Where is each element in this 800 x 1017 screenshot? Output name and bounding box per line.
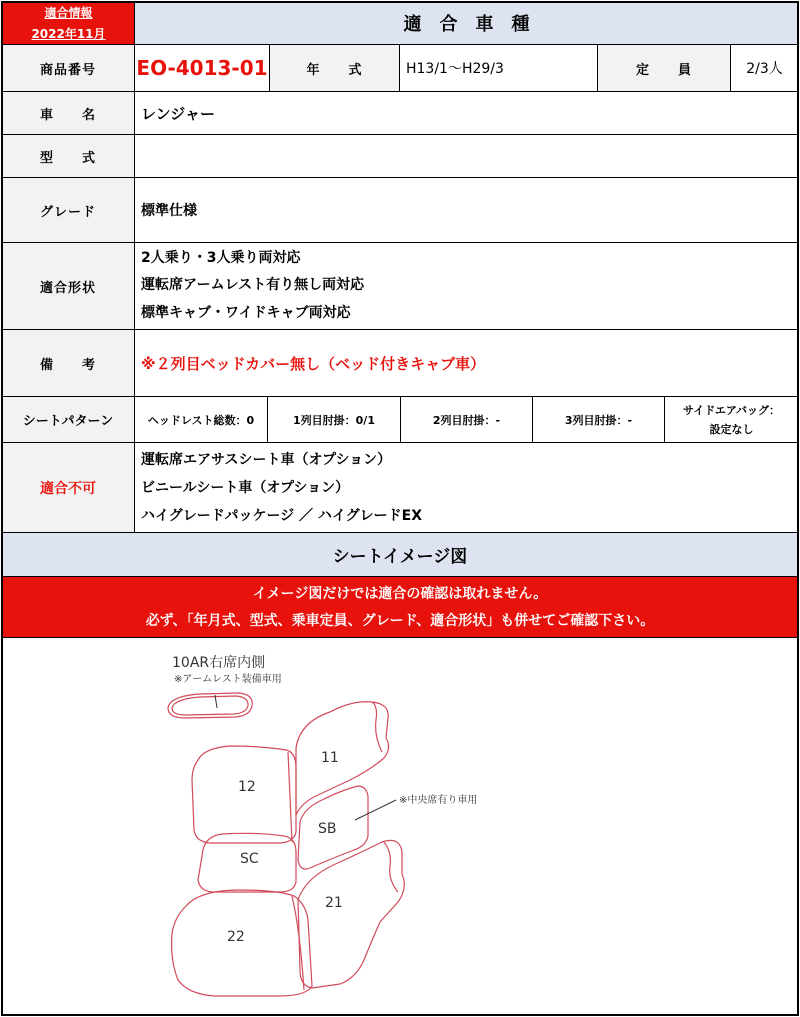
center-note: ※中央席有り車用 xyxy=(399,795,478,806)
row2-armrest: 2列目肘掛：- xyxy=(432,413,501,427)
shape-label: 適合形状 xyxy=(39,280,96,296)
incompatible-label: 適合不可 xyxy=(40,480,96,497)
year-label: 年 式 xyxy=(306,62,363,78)
incompatible-line-2: ビニールシート車（オプション） xyxy=(141,479,350,496)
warning-line-2: 必ず、「年月式、型式、乗車定員、グレード、適合形状」も併せてご確認下さい。 xyxy=(145,613,655,629)
grade-label: グレード xyxy=(39,204,96,220)
armrest-note: ※アームレスト装備車用 xyxy=(174,674,282,685)
badge-date: 2022年11月 xyxy=(31,26,106,41)
year-value: H13/1〜H29/3 xyxy=(406,61,504,77)
incompatible-line-1: 運転席エアサスシート車（オプション） xyxy=(141,451,392,468)
shape-line-2: 運転席アームレスト有り無し両対応 xyxy=(141,277,365,294)
remarks-label: 備 考 xyxy=(39,357,96,373)
grade-value: 標準仕様 xyxy=(141,203,197,219)
warning-line-1: イメージ図だけでは適合の確認は取れません。 xyxy=(252,585,548,602)
label-11: 11 xyxy=(321,750,339,766)
car-name-label: 車 名 xyxy=(39,107,96,123)
shape-line-1: 2人乗り・3人乗り両対応 xyxy=(141,249,301,266)
remarks-value: ※２列目ベッドカバー無し（ベッド付きキャブ車） xyxy=(141,354,486,373)
row1-armrest: 1列目肘掛：0/1 xyxy=(293,413,375,427)
label-22: 22 xyxy=(227,929,245,945)
label-12: 12 xyxy=(238,779,256,795)
side-airbag-label: サイドエアバッグ： xyxy=(683,403,780,417)
page-title: 適 合 車 種 xyxy=(403,14,530,35)
label-sb: SB xyxy=(318,821,337,837)
seat-pattern-label: シートパターン xyxy=(22,414,114,429)
shape-line-3: 標準キャブ・ワイドキャブ両対応 xyxy=(141,304,351,321)
seat-21 xyxy=(298,840,404,988)
armrest-title: 10AR右席内側 xyxy=(172,655,266,671)
incompatible-line-3: ハイグレードパッケージ ／ ハイグレードEX xyxy=(141,507,422,524)
headrest-count: ヘッドレスト総数：0 xyxy=(147,413,255,427)
label-sc: SC xyxy=(240,851,259,867)
model-label: 型 式 xyxy=(39,150,96,166)
image-section-title: シートイメージ図 xyxy=(332,547,468,567)
product-number-value: EO-4013-01 xyxy=(136,56,268,80)
label-21: 21 xyxy=(325,895,343,911)
side-airbag-value: 設定なし xyxy=(709,422,754,436)
car-name-value: レンジャー xyxy=(141,104,215,123)
seat-11 xyxy=(296,702,389,815)
capacity-label: 定 員 xyxy=(635,62,692,78)
row3-armrest: 3列目肘掛：- xyxy=(564,413,633,427)
product-number-label: 商品番号 xyxy=(39,62,96,78)
badge-title: 適合情報 xyxy=(44,6,93,20)
capacity-value: 2/3人 xyxy=(746,61,783,77)
